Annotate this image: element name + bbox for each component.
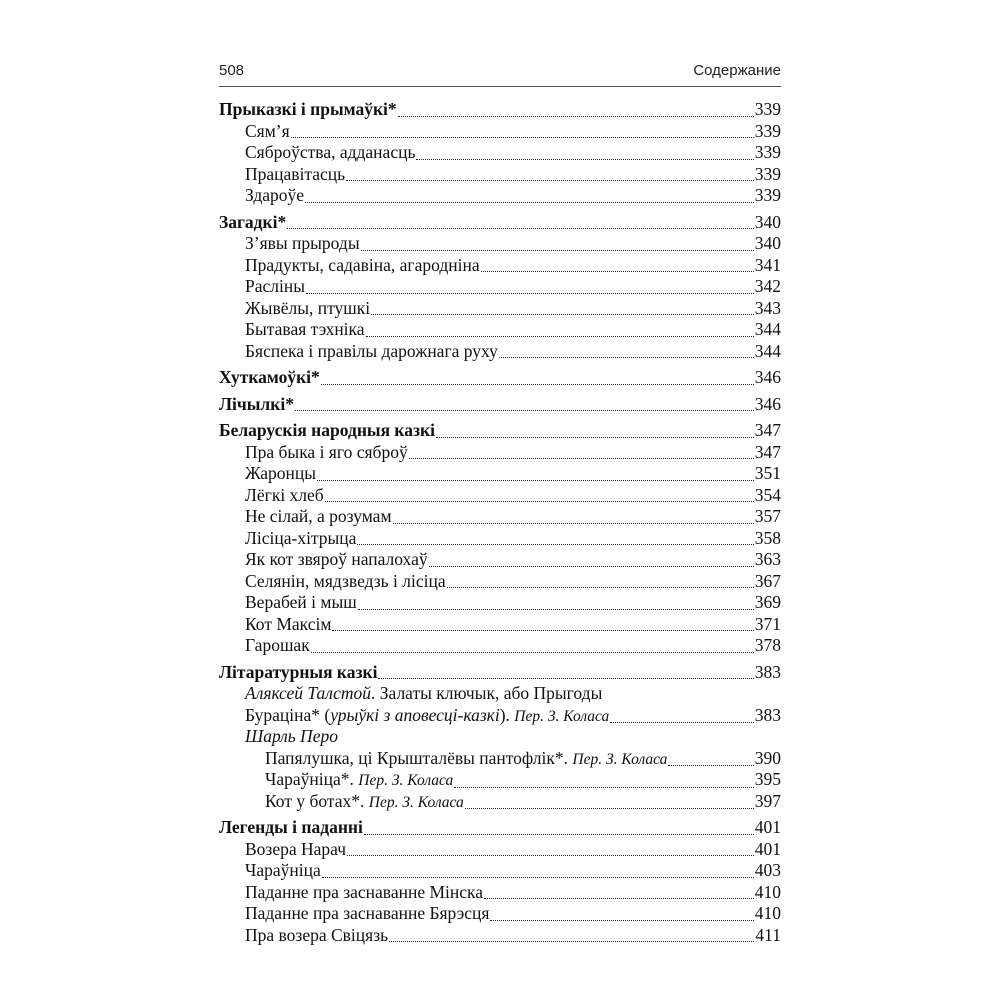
toc-entry[interactable]: Жывёлы, птушкі 343 [245,297,781,318]
toc-entry[interactable]: Возера Нарач 401 [245,838,781,859]
toc-entry[interactable]: Верабей і мыш 369 [245,592,781,612]
toc-entry[interactable]: Паданне пра заснаванне Бярэсця 410 [245,903,781,923]
toc-entry[interactable]: Расліны 342 [245,276,781,296]
toc-entry[interactable]: Папялушка, ці Крышталёвы пантофлік*. Пер. З. Коласа 390 [265,747,781,768]
translator: Пер. З. Коласа [514,707,610,725]
subtitle: урыўкі з аповесці-казкі [330,704,500,725]
toc-entry[interactable]: Чараўніца*. Пер. З. Коласа 395 [265,769,781,789]
toc-entry[interactable]: Прадукты, садавіна, агароднiна 341 [245,254,781,275]
toc-entry[interactable]: Лісіца-хітрыца 358 [245,527,781,548]
toc-entry[interactable]: Пра возера Свіцязь 411 [245,924,781,945]
toc-entry[interactable]: Сяброўства, адданасць 339 [245,142,781,162]
toc-entry[interactable]: Працавітасць 339 [245,163,781,184]
toc-author-perrault: Шарль Перо [245,726,338,746]
toc-entry-tolstoy-line2[interactable]: Бураціна* (урыўкі з аповесці-казкі). Пер. З. Коласа 383 [245,704,781,725]
toc-heading[interactable]: Прыказкі і прымаўкі* 339 [219,99,781,119]
toc-entry[interactable]: Жаронцы 351 [245,463,781,483]
toc-entry-tolstoy-line1[interactable]: Аляксей Талстой. Залаты ключык, або Прыгоды [245,683,603,703]
toc-entry[interactable]: Лёгкі хлеб 354 [245,484,781,505]
toc-heading[interactable]: Літаратурныя казкі 383 [219,661,781,682]
toc-heading[interactable]: Лічылкі* 346 [219,393,781,414]
toc-entry[interactable]: Селянін, мядзведзь і лісіца 367 [245,570,781,591]
toc-entry[interactable]: З’явы прыроды 340 [245,233,781,253]
toc-entry[interactable]: Здароўе 339 [245,185,781,205]
running-header [219,60,781,87]
toc-heading[interactable]: Хуткамоўкі* 346 [219,367,781,387]
page-number: 508 [219,62,245,79]
translator: Пер. З. Коласа [368,793,464,811]
toc-entry[interactable]: Бытавая тэхніка 344 [245,319,781,339]
toc-entry[interactable]: Гарошак 378 [245,635,781,655]
section-title: Содержание [693,62,781,79]
toc-entry[interactable]: Бяспека і правілы дарожнага руху 344 [245,340,781,361]
toc-heading[interactable]: Легенды і паданні 401 [219,817,781,837]
toc-entry[interactable]: Не сілай, а розумам 357 [245,506,781,526]
toc-entry[interactable]: Кот у ботах*. Пер. З. Коласа 397 [265,790,781,811]
toc-heading[interactable]: Загадкі* 340 [219,211,781,232]
table-of-contents [219,99,781,946]
toc-entry[interactable]: Паданне пра заснаванне Мінска 410 [245,881,781,902]
toc-entry[interactable]: Сям’я 339 [245,120,781,141]
translator: Пер. З. Коласа [358,772,454,789]
toc-entry[interactable]: Пра быка і яго сяброў 347 [245,441,781,462]
toc-heading[interactable]: Беларускія народныя казкі 347 [219,420,781,440]
toc-entry[interactable]: Як кот звяроў напалохаў 363 [245,549,781,569]
author-name: Аляксей Талстой [245,683,372,703]
toc-entry[interactable]: Кот Максім 371 [245,613,781,634]
translator: Пер. З. Коласа [572,750,668,768]
toc-entry[interactable]: Чараўніца 403 [245,860,781,880]
